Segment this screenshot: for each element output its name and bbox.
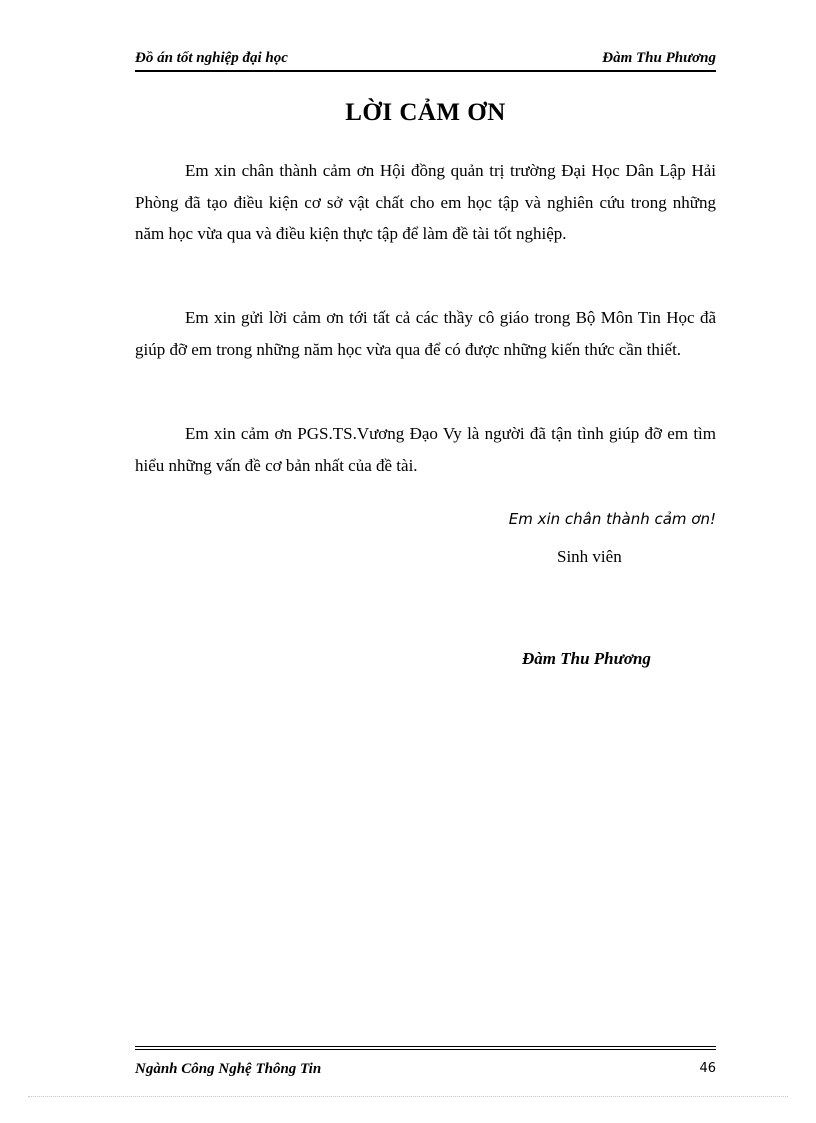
paragraph: Em xin gửi lời cảm ơn tới tất cả các thầy cô giáo trong Bộ Môn Tin Học đã giúp đỡ em trong những năm học vừa qua để có được những kiến thức cần thiết. xyxy=(135,308,716,359)
closing-line: Em xin chân thành cảm ơn! xyxy=(508,510,716,528)
header-thesis-type: Đồ án tốt nghiệp đại học xyxy=(135,50,288,66)
page-header xyxy=(135,46,716,72)
page-number: 46 xyxy=(699,1061,716,1076)
page-divider xyxy=(28,1096,788,1097)
paragraph: Em xin chân thành cảm ơn Hội đồng quản trị trường Đại Học Dân Lập Hải Phòng đã tạo điều kiện cơ sở vật chất cho em học tập và nghiên cứu trong những năm học vừa qua và điều kiện thực tập để làm đề tài tốt nghiệp. xyxy=(135,161,716,243)
page-footer xyxy=(135,1046,716,1090)
paragraph: Em xin cảm ơn PGS.TS.Vương Đạo Vy là người đã tận tình giúp đỡ em tìm hiểu những vấn đề cơ bản nhất của đề tài. xyxy=(135,424,716,475)
page-title: LỜI CẢM ƠN xyxy=(345,99,506,126)
signer-name: Đàm Thu Phương xyxy=(522,649,651,668)
footer-department: Ngành Công Nghệ Thông Tin xyxy=(135,1061,322,1077)
signer-role: Sinh viên xyxy=(557,547,622,566)
header-author: Đàm Thu Phương xyxy=(602,50,716,66)
